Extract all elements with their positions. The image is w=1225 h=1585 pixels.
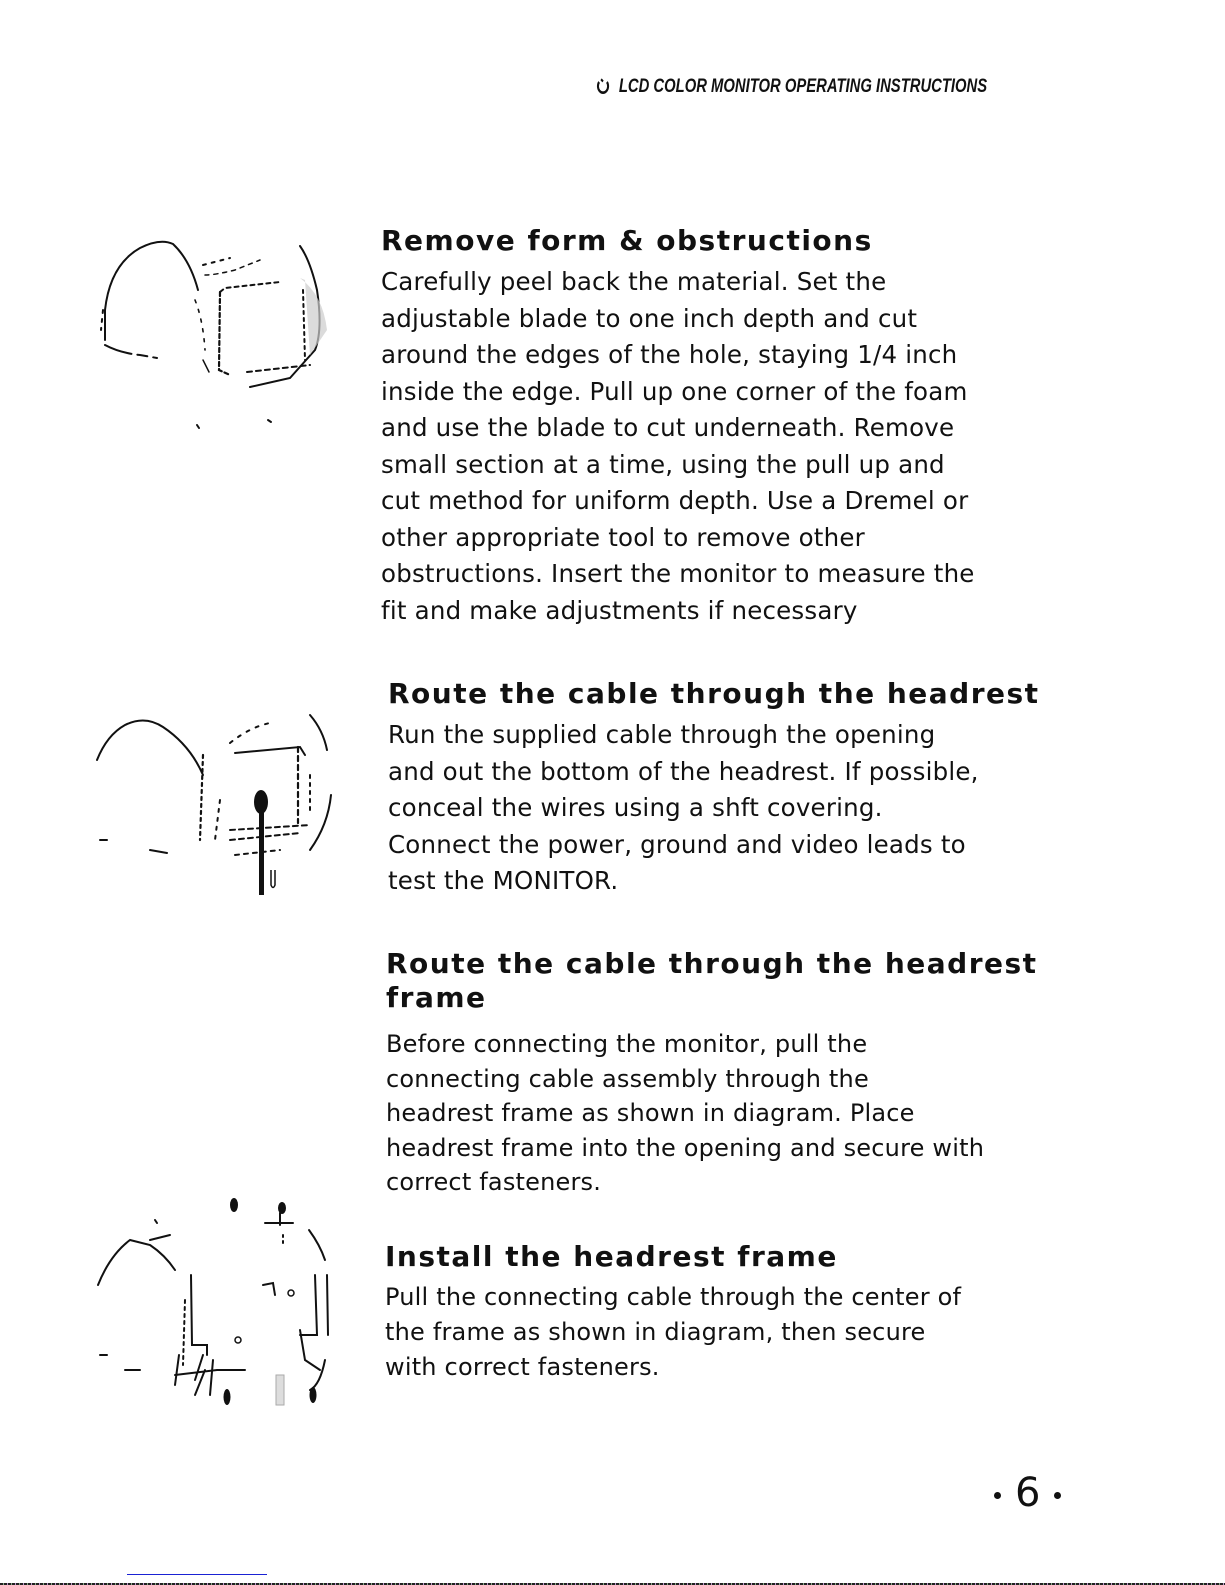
body-line: other appropriate tool to remove other (381, 522, 865, 552)
body-line: cut method for uniform depth. Use a Dremel or (381, 486, 969, 515)
section-body (385, 1280, 1105, 1385)
body-line: Pull the connecting cable through the center of (385, 1283, 962, 1311)
section-route-cable-frame (386, 947, 1106, 1200)
body-line: with correct fasteners. (385, 1353, 660, 1381)
link-underline (127, 1574, 267, 1575)
body-line: the frame as shown in diagram, then secure (385, 1318, 926, 1346)
section-body (381, 264, 1101, 629)
bullet-dot-icon (994, 1492, 1001, 1499)
body-line: adjustable blade to one inch depth and cut (381, 303, 918, 333)
body-line: inside the edge. Pull up one corner of the foam (381, 376, 968, 406)
body-line: around the edges of the hole, staying 1/4 inch (381, 340, 958, 369)
title-line: frame (386, 981, 487, 1014)
headrest-frame-install-diagram (95, 1185, 345, 1410)
body-line: headrest frame into the opening and secure with (386, 1133, 985, 1162)
section-title (386, 947, 1106, 1015)
section-body (386, 1027, 1106, 1200)
body-line: connecting cable assembly through the (386, 1064, 869, 1093)
page-number-value: 6 (1015, 1470, 1041, 1516)
title-line: Route the cable through the headrest (386, 947, 1038, 980)
section-install-headrest-frame (385, 1240, 1105, 1385)
headrest-cutout-diagram (95, 220, 345, 430)
body-line: test the MONITOR. (388, 866, 619, 895)
circular-arrow-logo-icon (596, 76, 610, 100)
body-line: obstructions. Insert the monitor to measure the (381, 559, 975, 588)
body-line: and out the bottom of the headrest. If possible, (388, 756, 979, 786)
body-line: Connect the power, ground and video leads to (388, 829, 966, 859)
section-route-cable-headrest (388, 677, 1108, 900)
page-number (980, 1470, 1075, 1516)
headrest-cable-routing-diagram (95, 665, 345, 915)
section-title: Remove form & obstructions (381, 224, 873, 257)
body-line: Before connecting the monitor, pull the (386, 1030, 868, 1058)
body-line: correct fasteners. (386, 1168, 602, 1196)
section-title: Install the headrest frame (385, 1240, 838, 1273)
bullet-dot-icon (1054, 1492, 1061, 1499)
body-line: conceal the wires using a shft covering. (388, 793, 883, 822)
body-line: Carefully peel back the material. Set the (381, 267, 887, 296)
body-line: headrest frame as shown in diagram. Place (386, 1099, 915, 1127)
header-title: LCD COLOR MONITOR OPERATING INSTRUCTIONS (618, 76, 988, 97)
section-title: Route the cable through the headrest (388, 677, 1040, 710)
body-line: fit and make adjustments if necessary (381, 595, 858, 625)
body-line: and use the blade to cut underneath. Remove (381, 413, 955, 442)
section-remove-obstructions (381, 224, 1101, 629)
body-line: Run the supplied cable through the opening (388, 720, 936, 749)
body-line: small section at a time, using the pull up and (381, 449, 945, 479)
section-body (388, 717, 1108, 900)
document-header (596, 76, 987, 100)
